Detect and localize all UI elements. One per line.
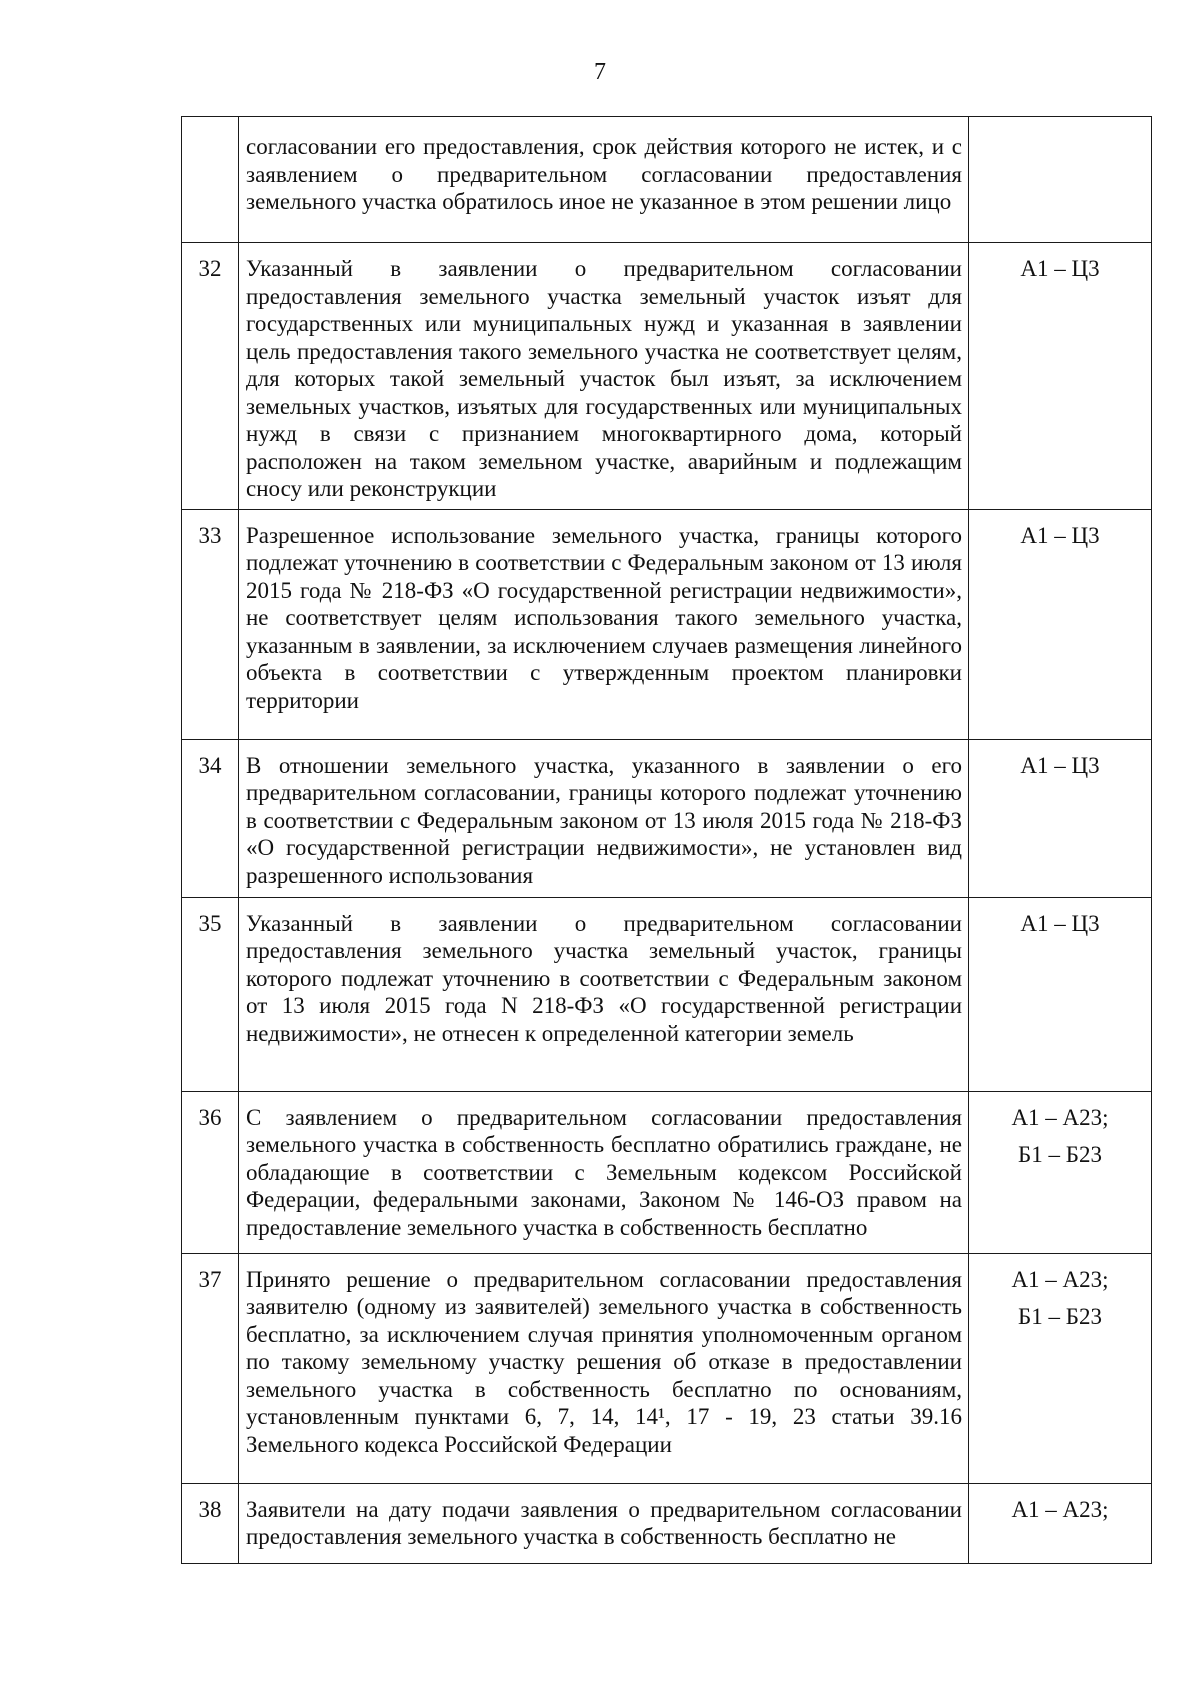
row-code bbox=[969, 1091, 1152, 1253]
table-row bbox=[182, 509, 1152, 739]
row-text: Разрешенное использование земельного участка, границы которого подлежат уточнению в соответствии с Федеральным законом от 13 июля 2015 года № 218-ФЗ «О государственной регистрации недвижимости», не соответствует целям использования такого земельного участка, указанным в заявлении, за исключением случаев размещения линейного объекта в соответствии с утвержденным проектом планировки территории bbox=[239, 509, 969, 739]
row-number: 32 bbox=[182, 243, 239, 510]
row-text: согласовании его предоставления, срок действия которого не истек, и с заявлением о предварительном согласовании предоставления земельного участка обратилось иное не указанное в этом решении лицо bbox=[239, 117, 969, 243]
row-number: 38 bbox=[182, 1483, 239, 1563]
table-row bbox=[182, 739, 1152, 897]
table-row bbox=[182, 897, 1152, 1091]
row-number: 33 bbox=[182, 509, 239, 739]
row-code bbox=[969, 1253, 1152, 1483]
row-code-line1: А1 – Ц3 bbox=[1020, 910, 1100, 936]
row-number: 34 bbox=[182, 739, 239, 897]
row-code-line1: А1 – А23; bbox=[1011, 1496, 1109, 1522]
row-code bbox=[969, 509, 1152, 739]
row-code bbox=[969, 117, 1152, 243]
table-row bbox=[182, 117, 1152, 243]
table-row bbox=[182, 1483, 1152, 1563]
row-number: 37 bbox=[182, 1253, 239, 1483]
table-row bbox=[182, 1091, 1152, 1253]
row-number: 35 bbox=[182, 897, 239, 1091]
row-code bbox=[969, 1483, 1152, 1563]
row-number bbox=[182, 117, 239, 243]
row-text: В отношении земельного участка, указанного в заявлении о его предварительном согласовании, границы которого подлежат уточнению в соответствии с Федеральным законом от 13 июля 2015 года № 218-ФЗ «О государственной регистрации недвижимости», не установлен вид разрешенного использования bbox=[239, 739, 969, 897]
row-code bbox=[969, 897, 1152, 1091]
row-code bbox=[969, 739, 1152, 897]
row-number: 36 bbox=[182, 1091, 239, 1253]
grounds-table bbox=[181, 116, 1152, 1564]
row-text: Принято решение о предварительном согласовании предоставления заявителю (одному из заявителей) земельного участка в собственность бесплатно, за исключением случая принятия уполномоченным органом по такому земельному участку решения об отказе в предоставлении земельного участка в собственность бесплатно по основаниям, установленным пунктами 6, 7, 14, 14¹, 17 - 19, 23 статьи 39.16 Земельного кодекса Российской Федерации bbox=[239, 1253, 969, 1483]
row-code-line1: А1 – Ц3 bbox=[1020, 522, 1100, 548]
row-code-line2: Б1 – Б23 bbox=[1018, 1304, 1102, 1329]
table-row bbox=[182, 243, 1152, 510]
page-number: 7 bbox=[594, 59, 606, 85]
row-text: Указанный в заявлении о предварительном согласовании предоставления земельного участка земельный участок, границы которого подлежат уточнению в соответствии с Федеральным законом от 13 июля 2015 года N 218-ФЗ «О государственной регистрации недвижимости», не отнесен к определенной категории земель bbox=[239, 897, 969, 1091]
table-row bbox=[182, 1253, 1152, 1483]
row-code-line1: А1 – Ц3 bbox=[1020, 256, 1100, 281]
row-code-line1: А1 – А23; bbox=[1011, 1104, 1109, 1130]
row-code-line1: А1 – Ц3 bbox=[1020, 752, 1100, 778]
row-code-line2: Б1 – Б23 bbox=[1018, 1142, 1102, 1167]
row-code bbox=[969, 243, 1152, 510]
row-text: Указанный в заявлении о предварительном согласовании предоставления земельного участка земельный участок изъят для государственных или муниципальных нужд и указанная в заявлении цель предоставления такого земельного участка не соответствует целям, для которых такой земельный участок был изъят, за исключением земельных участков, изъятых для государственных или муниципальных нужд в связи с признанием многоквартирного дома, который расположен на таком земельном участке, аварийным и подлежащим сносу или реконструкции bbox=[239, 243, 969, 510]
row-text: С заявлением о предварительном согласовании предоставления земельного участка в собственность бесплатно обратились граждане, не обладающие в соответствии с Земельным кодексом Российской Федерации, федеральными законами, Законом № 146-ОЗ правом на предоставление земельного участка в собственность бесплатно bbox=[239, 1091, 969, 1253]
row-code-line1: А1 – А23; bbox=[1011, 1266, 1109, 1292]
row-text: Заявители на дату подачи заявления о предварительном согласовании предоставления земельного участка в собственность бесплатно не bbox=[239, 1483, 969, 1563]
